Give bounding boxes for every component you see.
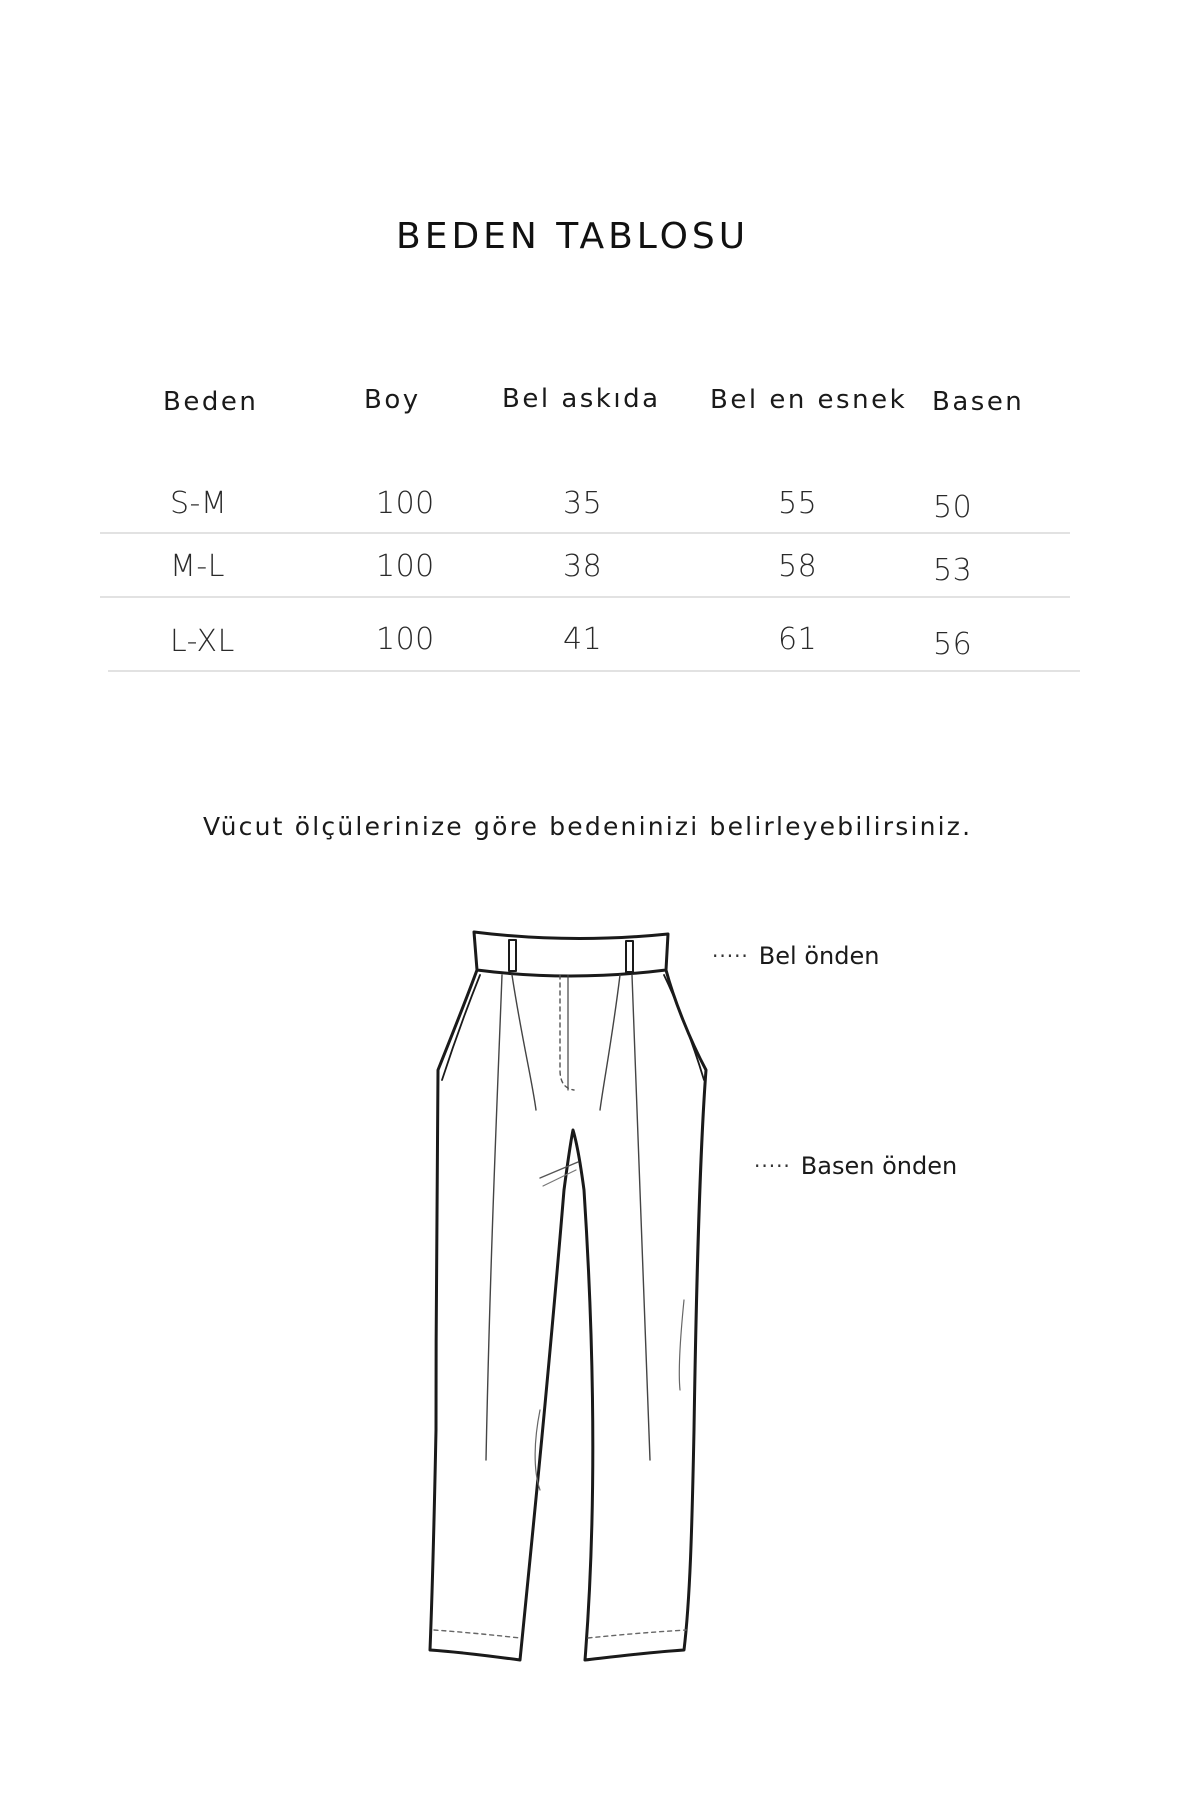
pants-front-sketch: [340, 880, 810, 1700]
dotted-leader: ·····: [754, 1154, 791, 1178]
callout-hip-label: Basen önden: [800, 1152, 958, 1180]
table-cell-boy: 100: [376, 549, 435, 584]
table-cell-bel-en-esnek: 61: [778, 622, 818, 657]
header-boy: Boy: [364, 385, 421, 415]
row-divider: [108, 670, 1080, 672]
callout-waist-label: Bel önden: [758, 942, 880, 970]
size-note: Vücut ölçülerinize göre bedeninizi belirleyebilirsiniz.: [203, 812, 973, 841]
dotted-leader: ·····: [712, 944, 749, 968]
header-basen: Basen: [932, 387, 1025, 417]
table-cell-bel-askida: 38: [563, 549, 603, 584]
table-cell-basen: 50: [933, 490, 973, 525]
table-cell-boy: 100: [376, 622, 435, 657]
table-cell-size: M-L: [170, 549, 225, 584]
table-cell-basen: 53: [933, 553, 973, 588]
table-cell-size: L-XL: [170, 624, 235, 659]
header-bel-askida: Bel askıda: [502, 384, 661, 414]
table-cell-bel-askida: 35: [563, 486, 603, 521]
table-cell-bel-en-esnek: 55: [778, 486, 818, 521]
table-cell-bel-askida: 41: [563, 622, 603, 657]
row-divider: [100, 532, 1070, 534]
table-cell-boy: 100: [376, 486, 435, 521]
table-cell-bel-en-esnek: 58: [778, 549, 818, 584]
row-divider: [100, 596, 1070, 598]
header-beden: Beden: [163, 387, 259, 417]
page-title: BEDEN TABLOSU: [396, 216, 750, 257]
table-cell-basen: 56: [933, 627, 973, 662]
table-cell-size: S-M: [170, 486, 228, 521]
header-bel-en-esnek: Bel en esnek: [710, 385, 908, 415]
